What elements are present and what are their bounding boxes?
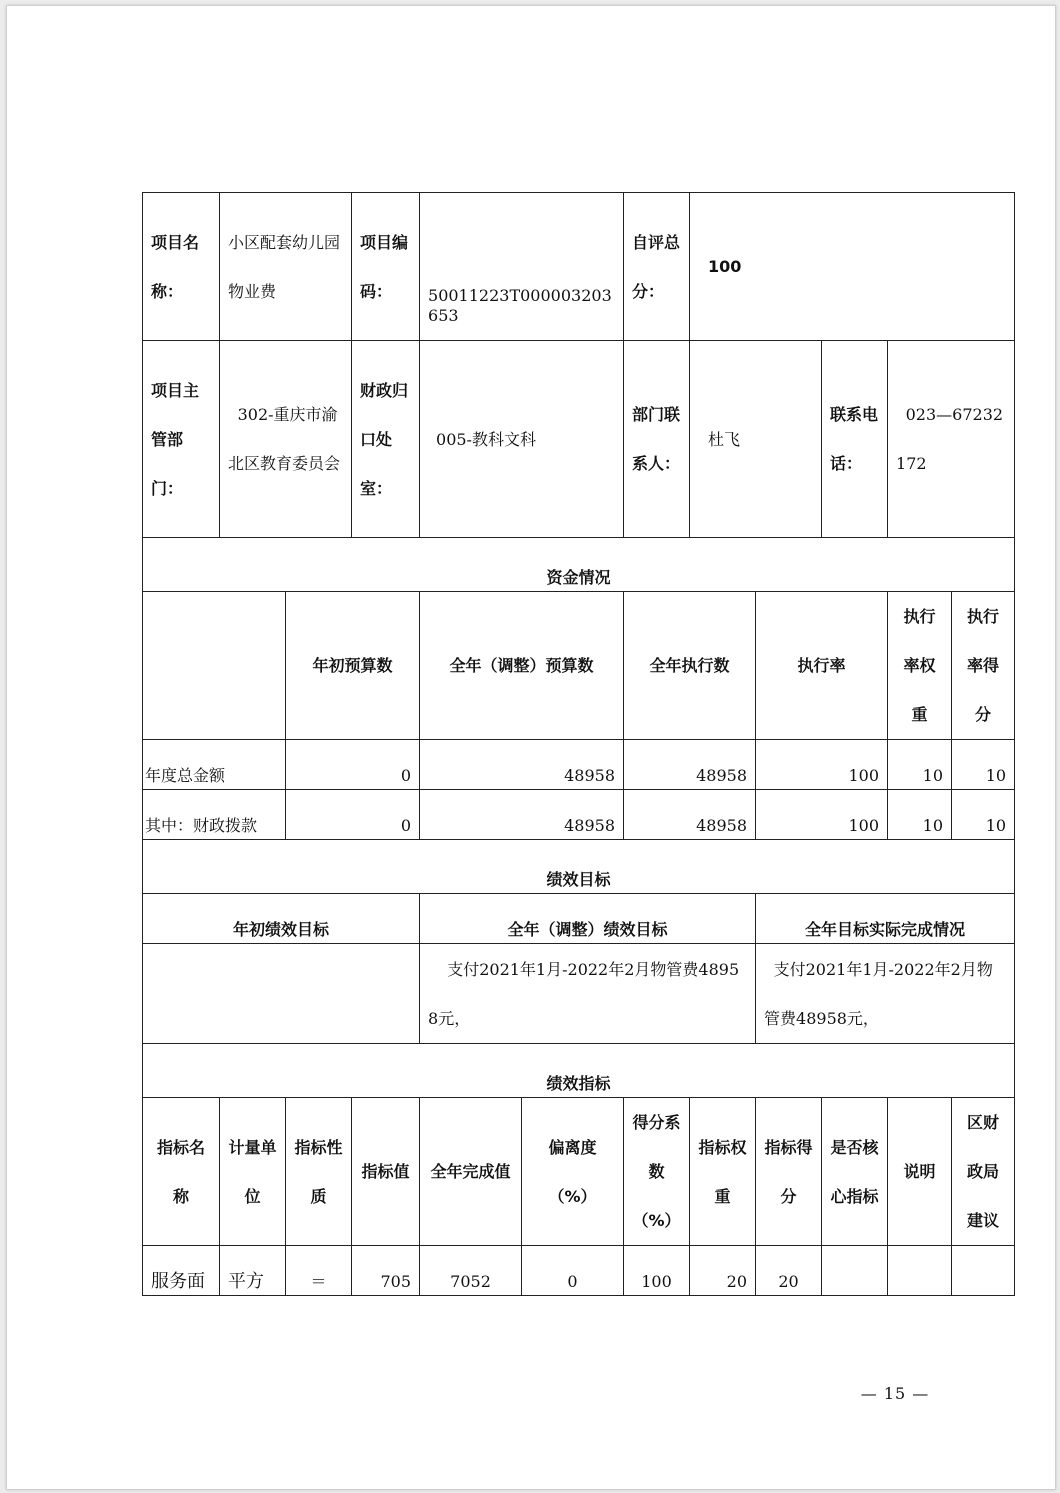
funds-row-cell: 48958 <box>420 790 624 840</box>
indicators-header-cell: 指标值 <box>352 1098 420 1246</box>
indicators-header-cell: 偏离度（%） <box>522 1098 624 1246</box>
indicator-row <box>143 1246 1015 1296</box>
dept-label: 项目主管部门： <box>143 341 220 538</box>
indicators-header-cell: 指标得分 <box>756 1098 822 1246</box>
project-code-value: 50011223T000003203653 <box>420 193 624 341</box>
project-code-label: 项目编码： <box>352 193 420 341</box>
funds-row <box>143 790 1015 840</box>
document-page <box>6 5 1056 1490</box>
funds-header-blank <box>143 592 286 740</box>
goals-actual: 支付2021年1月-2022年2月物管费48958元， <box>756 944 1015 1044</box>
indicators-header-row <box>143 1098 1015 1246</box>
funds-row-cell: 100 <box>756 790 888 840</box>
indicators-header-cell: 全年完成值 <box>420 1098 522 1246</box>
phone-value: 023—67232172 <box>888 341 1015 538</box>
funds-row <box>143 740 1015 790</box>
funds-row-cell: 10 <box>952 790 1015 840</box>
indicator-cell: ＝ <box>286 1246 352 1296</box>
funds-section-title: 资金情况 <box>143 538 1015 592</box>
finance-office-label: 财政归口处室： <box>352 341 420 538</box>
funds-header-exec-rate: 执行率 <box>756 592 888 740</box>
indicator-cell: 705 <box>352 1246 420 1296</box>
funds-header-initial-budget: 年初预算数 <box>286 592 420 740</box>
goals-section-title: 绩效目标 <box>143 840 1015 894</box>
goals-content-row <box>143 944 1015 1044</box>
indicators-section-row <box>143 1044 1015 1098</box>
funds-row-cell: 0 <box>286 790 420 840</box>
project-name-label: 项目名称： <box>143 193 220 341</box>
goals-header-actual: 全年目标实际完成情况 <box>756 894 1015 944</box>
indicators-header-cell: 得分系数（%） <box>624 1098 690 1246</box>
info-row-2 <box>143 341 1015 538</box>
funds-row-cell: 10 <box>888 790 952 840</box>
goals-initial <box>143 944 420 1044</box>
indicator-cell: 0 <box>522 1246 624 1296</box>
finance-office-value: 005-教科文科 <box>420 341 624 538</box>
indicators-section-title: 绩效指标 <box>143 1044 1015 1098</box>
self-score-label: 自评总分： <box>624 193 690 341</box>
goals-header-initial: 年初绩效目标 <box>143 894 420 944</box>
indicators-header-cell: 指标性质 <box>286 1098 352 1246</box>
indicator-cell: 7052 <box>420 1246 522 1296</box>
indicators-header-cell: 区财政局建议 <box>952 1098 1015 1246</box>
funds-row-label: 年度总金额 <box>143 740 286 790</box>
indicator-cell <box>822 1246 888 1296</box>
indicator-cell: 平方 <box>220 1246 286 1296</box>
phone-label: 联系电话： <box>822 341 888 538</box>
funds-header-exec-score: 执行率得分 <box>952 592 1015 740</box>
indicator-cell <box>888 1246 952 1296</box>
indicator-cell: 服务面 <box>143 1246 220 1296</box>
funds-header-exec-weight: 执行率权重 <box>888 592 952 740</box>
contact-label: 部门联系人： <box>624 341 690 538</box>
indicator-cell: 20 <box>690 1246 756 1296</box>
goals-header-adjusted: 全年（调整）绩效目标 <box>420 894 756 944</box>
indicator-cell <box>952 1246 1015 1296</box>
indicators-header-cell: 计量单位 <box>220 1098 286 1246</box>
self-score-value: 100 <box>690 193 1015 341</box>
project-name-value: 小区配套幼儿园物业费 <box>220 193 352 341</box>
goals-header-row <box>143 894 1015 944</box>
funds-row-label: 其中：财政拨款 <box>143 790 286 840</box>
funds-row-cell: 10 <box>888 740 952 790</box>
funds-section-row <box>143 538 1015 592</box>
indicators-header-cell: 指标名称 <box>143 1098 220 1246</box>
dept-value: 302-重庆市渝北区教育委员会 <box>220 341 352 538</box>
contact-value: 杜飞 <box>690 341 822 538</box>
goals-adjusted: 支付2021年1月-2022年2月物管费48958元， <box>420 944 756 1044</box>
indicator-cell: 100 <box>624 1246 690 1296</box>
funds-header-executed: 全年执行数 <box>624 592 756 740</box>
indicator-cell: 20 <box>756 1246 822 1296</box>
indicators-header-cell: 是否核心指标 <box>822 1098 888 1246</box>
indicators-header-cell: 指标权重 <box>690 1098 756 1246</box>
funds-row-cell: 100 <box>756 740 888 790</box>
funds-row-cell: 48958 <box>624 790 756 840</box>
funds-header-adjusted-budget: 全年（调整）预算数 <box>420 592 624 740</box>
page-number: — 15 — <box>860 1384 930 1403</box>
goals-section-row <box>143 840 1015 894</box>
funds-row-cell: 48958 <box>624 740 756 790</box>
indicators-header-cell: 说明 <box>888 1098 952 1246</box>
performance-evaluation-table <box>142 192 1015 1296</box>
funds-header-row <box>143 592 1015 740</box>
funds-row-cell: 48958 <box>420 740 624 790</box>
funds-row-cell: 10 <box>952 740 1015 790</box>
info-row-1 <box>143 193 1015 341</box>
funds-row-cell: 0 <box>286 740 420 790</box>
